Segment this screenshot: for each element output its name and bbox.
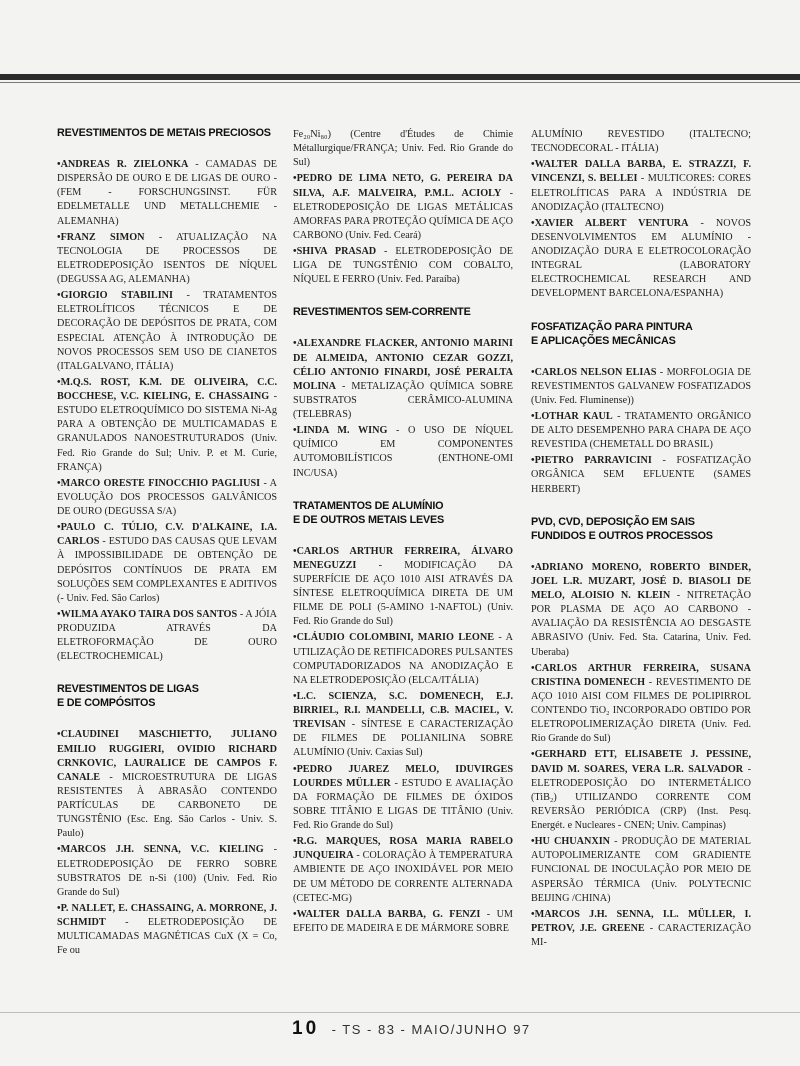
entry-description: - UM EFEITO DE MADEIRA E DE MÁRMORE SOBRE [293,908,513,934]
entry-description: - PRODUÇÃO DE MATERIAL AUTOPOLIMERIZANTE COM GRADIENTE FUNCIONAL DE INOCULAÇÃO POR MEIO DE ASPERSÃO TÉRMICA (Univ. POLYTECNIC BEIJING /CHINA) [531,836,752,904]
entry-description: - MICROESTRUTURA DE LIGAS RESISTENTES À ABRASÃO CONTENDO PARTÍCULAS DE CARBONETO DE TUNGSTÊNIO (Esc. Eng. São Carlos - Univ. S. Paulo) [57,771,277,840]
entry: •SHIVA PRASAD - ELETRODEPOSIÇÃO DE LIGA DE TUNGSTÊNIO COM COBALTO, NÍQUEL E FERRO (Univ. Fed. Paraíba) [293,246,513,286]
entry-description: - A EVOLUÇÃO DOS PROCESSOS GALVÂNICOS DE OURO (DEGUSSA S/A) [57,477,277,518]
entry-authors: LOTHAR KAUL [534,410,613,422]
entry: •CARLOS ARTHUR FERREIRA, ÁLVARO MENEGUZZI - MODIFICAÇÃO DA SUPERFÍCIE DE AÇO 1010 AISI ATRAVÉS DA SÍNTESE ELETROQUÍMICA DIRETA DE UM FILME DE POLI (5-AMINO 1-NAFTOL) (Univ. Fed. Rio Grande do Sul) [293,545,513,628]
entry-description: - ELETRODEPOSIÇÃO DE LIGAS METÁLICAS AMORFAS PARA PROTEÇÃO QUÍMICA DE AÇO CARBONO (Univ. Fed. Ceará) [293,187,513,241]
continued-entry: ALUMÍNIO REVESTIDO (ITALTECNO; TECNODECORAL - ITÁLIA) [531,129,751,155]
entry: •CLAUDINEI MASCHIETTO, JULIANO EMILIO RUGGIERI, OVIDIO RICHARD CRNKOVIC, LAURALICE DE CAMPOS F. CANALE - MICROESTRUTURA DE LIGAS RESISTENTES À ABRASÃO CONTENDO PARTÍCULAS DE CARBONETO DE TUNGSTÊNIO (Esc. Eng. São Carlos - Univ. S. Paulo) [57,729,277,840]
entry-description: - TRATAMENTO ORGÂNICO DE ALTO DESEMPENHO PARA CHAPA DE AÇO REVESTIDA (CHEMETALL DO BRASIL) [531,410,751,451]
entry: •LINDA M. WING - O USO DE NÍQUEL QUÍMICO EM COMPONENTES AUTOMOBILÍSTICOS (ENTHONE-OMI INC/USA) [293,425,513,479]
entry: •FRANZ SIMON - ATUALIZAÇÃO NA TECNOLOGIA DE PROCESSOS DE ELETRODEPOSIÇÃO ISENTOS DE NÍQUEL (DEGUSSA AG, ALEMANHA) [57,231,277,286]
entry: •ALEXANDRE FLACKER, ANTONIO MARINI DE ALMEIDA, ANTONIO CEZAR GOZZI, CÉLIO ANTONIO FINARDI, JOSÉ PERALTA MOLINA - METALIZAÇÃO QUÍMICA SOBRE SUBSTRATOS CERÂMICO-ALUMINA (TELEBRAS) [293,338,513,421]
entry-authors: CLAUDINEI MASCHIETTO, JULIANO EMILIO RUGGIERI, OVIDIO RICHARD CRNKOVIC, LAURALICE DE CAMPOS F. CANALE [57,729,277,783]
entry-description: - CAMADAS DE DISPERSÃO DE OURO E DE LIGAS DE OURO - (FEM - FORSCHUNGSINST. FÜR EDELMETALLE UND METALLCHEMIE - ALEMANHA) [57,159,278,227]
section-heading: PVD, CVD, DEPOSIÇÃO EM SAIS FUNDIDOS E OUTROS PROCESSOS [531,515,713,542]
entry: •HU CHUANXIN - PRODUÇÃO DE MATERIAL AUTOPOLIMERIZANTE COM GRADIENTE FUNCIONAL DE INOCULAÇÃO POR MEIO DE ASPERSÃO TÉRMICA (Univ. POLYTECNIC BEIJING /CHINA) [531,836,752,904]
continued-entry: Fe₂₀Ni₈₀) (Centre d'Études de Chimie Métallurgique/FRANÇA; Univ. Fed. Rio Grande do Sul) [293,129,513,169]
entry: •LOTHAR KAUL - TRATAMENTO ORGÂNICO DE ALTO DESEMPENHO PARA CHAPA DE AÇO REVESTIDA (CHEMETALL DO BRASIL) [531,410,751,451]
entry-description: - A UTILIZAÇÃO DE RETIFICADORES PULSANTES COMPUTADORIZADOS NA ANODIZAÇÃO E NA ELETRODEPOSIÇÃO (ELCA/ITÁLIA) [293,632,513,686]
entry: •ANDREAS R. ZIELONKA - CAMADAS DE DISPERSÃO DE OURO E DE LIGAS DE OURO - (FEM - FORSCHUNGSINST. FÜR EDELMETALLE UND METALLCHEMIE - ALEMANHA) [57,159,278,227]
entry: •PEDRO DE LIMA NETO, G. PEREIRA DA SILVA, A.F. MALVEIRA, P.M.L. ACIOLY - ELETRODEPOSIÇÃO DE LIGAS METÁLICAS AMORFAS PARA PROTEÇÃO QUÍMICA DE AÇO CARBONO (Univ. Fed. Ceará) [293,173,513,241]
top-rule [0,74,800,80]
entry-authors: ALEXANDRE FLACKER, ANTONIO MARINI DE ALMEIDA, ANTONIO CEZAR GOZZI, CÉLIO ANTONIO FINARDI, JOSÉ PERALTA MOLINA [293,338,513,392]
entry-description: - ESTUDO E AVALIAÇÃO DA FORMAÇÃO DE FILMES DE ÓXIDOS SOBRE TITÂNIO E LIGAS DE TITÂNIO (Univ. Fed. Rio Grande do Sul) [293,777,513,832]
top-rule-thin [0,82,800,83]
entry: •M.Q.S. ROST, K.M. DE OLIVEIRA, C.C. BOCCHESE, V.C. KIELING, E. CHASSAING - ESTUDO ELETROQUÍMICO DO SISTEMA Ni-Ag PARA A OBTENÇÃO DE MULTICAMADAS E GRANULADOS NANOESTRUTURADOS (Univ. Fed. Rio Grande do Sul; Univ. P. et M. Curie, FRANÇA) [57,376,277,473]
entry: •WALTER DALLA BARBA, G. FENZI - UM EFEITO DE MADEIRA E DE MÁRMORE SOBRE [293,908,513,934]
entry-description: - ELETRODEPOSIÇÃO DE FERRO SOBRE SUBSTRATOS DE n-Si (100) (Univ. Fed. Rio Grande do Sul) [57,844,277,898]
entry-authors: WILMA AYAKO TAIRA DOS SANTOS [60,608,238,620]
entry-authors: CLÁUDIO COLOMBINI, MARIO LEONE [296,632,495,644]
entry-authors: PAULO C. TÚLIO, C.V. D'ALKAINE, I.A. CARLOS [57,522,277,548]
entry-authors: MARCOS J.H. SENNA, V.C. KIELING [60,844,264,856]
entry-description: - CARACTERIZAÇÃO MI- [531,922,751,948]
section-heading: TRATAMENTOS DE ALUMÍNIO E DE OUTROS METAIS LEVES [293,499,444,526]
entry-description: - NOVOS DESENVOLVIMENTOS EM ALUMÍNIO - ANODIZAÇÃO DURA E ELETROCOLORAÇÃO INTEGRAL (LABORATORY ELECTROCHEMICAL RESEARCH AND DEVELOPMENT BARCELONA/ESPANHA) [531,217,751,300]
entry-description: - A JÓIA PRODUZIDA ATRAVÉS DA ELETROFORMAÇÃO DE OURO (ELECTROCHEMICAL) [57,608,277,663]
entry-description: - COLORAÇÃO À TEMPERATURA AMBIENTE DE AÇO INOXIDÁVEL POR MEIO DE UM MÉTODO DE CORRENTE ALTERNADA (CETEC-MG) [293,850,513,904]
entry-description: - TRATAMENTOS ELETROLÍTICOS TÉCNICOS E DE DECORAÇÃO DE DEPÓSITOS DE PRATA, COM ESPECIAL ATENÇÃO À INTRODUÇÃO DE NOVOS PROCESSOS SEM USO DE CIANETOS (ITALGALVANO, ITÁLIA) [57,290,277,372]
entry: •ADRIANO MORENO, ROBERTO BINDER, JOEL L.R. MUZART, JOSÉ D. BIASOLI DE MELO, ALOISIO N. KLEIN - NITRETAÇÃO POR PLASMA DE AÇO AO CARBONO - AVALIAÇÃO DA RESISTÊNCIA AO DESGASTE ABRASIVO (Univ. Fed. Sta. Catarina, Univ. Fed. Uberaba) [531,561,751,658]
entry-authors: R.G. MARQUES, ROSA MARIA RABELO JUNQUEIRA [293,836,513,862]
entry-authors: GERHARD ETT, ELISABETE J. PESSINE, DAVID M. SOARES, VERA L.R. SALVADOR [531,749,751,775]
entry: •WILMA AYAKO TAIRA DOS SANTOS - A JÓIA PRODUZIDA ATRAVÉS DA ELETROFORMAÇÃO DE OURO (ELECTROCHEMICAL) [57,608,277,663]
entry-authors: CARLOS ARTHUR FERREIRA, SUSANA CRISTINA DOMENECH [531,662,751,688]
entry-description: - ELETRODEPOSIÇÃO DE MULTICAMADAS MAGNÉTICAS CuX (X = Co, Fe ou [57,917,277,957]
entry-description: - MORFOLOGIA DE REVESTIMENTOS GALVANEW FOSFATIZADOS (Univ. Fed. Fluminense)) [531,366,751,406]
entry: •WALTER DALLA BARBA, E. STRAZZI, F. VINCENZI, S. BELLEI - MULTICORES: CORES ELETROLÍTICAS PARA A INDÚSTRIA DE ANODIZAÇÃO (ITALTECNO) [531,159,751,213]
entry: •GIORGIO STABILINI - TRATAMENTOS ELETROLÍTICOS TÉCNICOS E DE DECORAÇÃO DE DEPÓSITOS DE PRATA, COM ESPECIAL ATENÇÃO À INTRODUÇÃO DE NOVOS PROCESSOS SEM USO DE CIANETOS (ITALGALVANO, ITÁLIA) [57,290,277,372]
entry-description: - MODIFICAÇÃO DA SUPERFÍCIE DE AÇO 1010 AISI ATRAVÉS DA SÍNTESE ELETROQUÍMICA DIRETA DE UM FILME DE POLI (5-AMINO 1-NAFTOL) (Univ. Fed. Rio Grande do Sul) [293,559,513,628]
entry-description: - REVESTIMENTO DE AÇO 1010 AISI COM FILMES DE POLIPIRROL CONTENDO TiO₂ INCORPORADO OBTIDO POR ELETROPOLIMERIZAÇÃO DIRETA (Univ. Fed. Rio Grande do Sul) [531,676,751,745]
entry-authors: CARLOS ARTHUR FERREIRA, ÁLVARO MENEGUZZI [293,545,513,571]
entry-description: - METALIZAÇÃO QUÍMICA SOBRE SUBSTRATOS CERÂMICO-ALUMINA (TELEBRAS) [293,380,513,421]
entry-authors: HU CHUANXIN [534,836,611,848]
entry-description: - O USO DE NÍQUEL QUÍMICO EM COMPONENTES AUTOMOBILÍSTICOS (ENTHONE-OMI INC/USA) [293,425,513,479]
entry-authors: SHIVA PRASAD [296,246,377,257]
entry-description: - ELETRODEPOSIÇÃO DE LIGA DE TUNGSTÊNIO COM COBALTO, NÍQUEL E FERRO (Univ. Fed. Paraíba) [293,246,513,286]
page-footer [0,1012,800,1043]
entry-authors: PEDRO JUAREZ MELO, IDUVIRGES LOURDES MÜLLER [293,763,513,789]
entry: •P. NALLET, E. CHASSAING, A. MORRONE, J. SCHMIDT - ELETRODEPOSIÇÃO DE MULTICAMADAS MAGNÉTICAS CuX (X = Co, Fe ou [57,902,277,957]
entry-description: - MULTICORES: CORES ELETROLÍTICAS PARA A INDÚSTRIA DE ANODIZAÇÃO (ITALTECNO) [531,173,751,213]
entry-authors: PIETRO PARRAVICINI [534,455,652,467]
entry: •PEDRO JUAREZ MELO, IDUVIRGES LOURDES MÜLLER - ESTUDO E AVALIAÇÃO DA FORMAÇÃO DE FILMES DE ÓXIDOS SOBRE TITÂNIO E LIGAS DE TITÂNIO (Univ. Fed. Rio Grande do Sul) [293,763,513,832]
entry: •MARCOS J.H. SENNA, V.C. KIELING - ELETRODEPOSIÇÃO DE FERRO SOBRE SUBSTRATOS DE n-Si (100) (Univ. Fed. Rio Grande do Sul) [57,844,277,898]
entry: •MARCOS J.H. SENNA, I.L. MÜLLER, I. PETROV, J.E. GREENE - CARACTERIZAÇÃO MI- [531,908,751,948]
entry-description: - NITRETAÇÃO POR PLASMA DE AÇO AO CARBONO - AVALIAÇÃO DA RESISTÊNCIA AO DESGASTE ABRASIVO (Univ. Fed. Sta. Catarina, Univ. Fed. Uberaba) [531,590,751,658]
entry-authors: MARCO ORESTE FINOCCHIO PAGLIUSI [60,477,261,489]
entry-authors: L.C. SCIENZA, S.C. DOMENECH, E.J. BIRRIEL, R.I. MANDELLI, C.B. MACIEL, V. TREVISAN [293,690,513,731]
entry-authors: P. NALLET, E. CHASSAING, A. MORRONE, J. SCHMIDT [57,902,277,929]
entry: •PIETRO PARRAVICINI - FOSFATIZAÇÃO ORGÂNICA SEM EFLUENTE (SAMES HERBERT) [531,455,751,495]
entry-authors: FRANZ SIMON [60,231,145,243]
entry-authors: M.Q.S. ROST, K.M. DE OLIVEIRA, C.C. BOCCHESE, V.C. KIELING, E. CHASSAING [57,376,277,403]
column-1 [57,126,277,960]
entry: •CARLOS NELSON ELIAS - MORFOLOGIA DE REVESTIMENTOS GALVANEW FOSFATIZADOS (Univ. Fed. Fluminense)) [531,366,751,406]
entry: •R.G. MARQUES, ROSA MARIA RABELO JUNQUEIRA - COLORAÇÃO À TEMPERATURA AMBIENTE DE AÇO INOXIDÁVEL POR MEIO DE UM MÉTODO DE CORRENTE ALTERNADA (CETEC-MG) [293,836,513,904]
entry-authors: WALTER DALLA BARBA, E. STRAZZI, F. VINCENZI, S. BELLEI [531,159,751,185]
entry-authors: LINDA M. WING [296,425,388,437]
entry-authors: MARCOS J.H. SENNA, I.L. MÜLLER, I. PETROV, J.E. GREENE [531,908,751,934]
entry-authors: PEDRO DE LIMA NETO, G. PEREIRA DA SILVA, A.F. MALVEIRA, P.M.L. ACIOLY [293,173,513,199]
entry-description: - SÍNTESE E CARACTERIZAÇÃO DE FILMES DE POLIANILINA SOBRE ALUMÍNIO (Univ. Caxias Sul) [293,719,513,759]
entry-description: - ESTUDO ELETROQUÍMICO DO SISTEMA Ni-Ag PARA A OBTENÇÃO DE MULTICAMADAS E GRANULADOS NANOESTRUTURADOS (Univ. Fed. Rio Grande do Sul; Univ. P. et M. Curie, FRANÇA) [57,391,277,473]
entry-description: - FOSFATIZAÇÃO ORGÂNICA SEM EFLUENTE (SAMES HERBERT) [531,455,751,495]
entry: •CARLOS ARTHUR FERREIRA, SUSANA CRISTINA DOMENECH - REVESTIMENTO DE AÇO 1010 AISI COM FILMES DE POLIPIRROL CONTENDO TiO₂ INCORPORADO OBTIDO POR ELETROPOLIMERIZAÇÃO DIRETA (Univ. Fed. Rio Grande do Sul) [531,662,751,745]
entry: •PAULO C. TÚLIO, C.V. D'ALKAINE, I.A. CARLOS - ESTUDO DAS CAUSAS QUE LEVAM À IMPOSSIBILIDADE DE OBTENÇÃO DE DEPÓSITOS CONTÍNUOS DE PRATA EM SOLUÇÕES SEM COMPLEXANTES E ADITIVOS (- Univ. Fed. São Carlos) [57,522,277,604]
page-number: 10 [292,1018,320,1039]
entry: •CLÁUDIO COLOMBINI, MARIO LEONE - A UTILIZAÇÃO DE RETIFICADORES PULSANTES COMPUTADORIZADOS NA ANODIZAÇÃO E NA ELETRODEPOSIÇÃO (ELCA/ITÁLIA) [293,632,513,686]
entry: •L.C. SCIENZA, S.C. DOMENECH, E.J. BIRRIEL, R.I. MANDELLI, C.B. MACIEL, V. TREVISAN - SÍNTESE E CARACTERIZAÇÃO DE FILMES DE POLIANILINA SOBRE ALUMÍNIO (Univ. Caxias Sul) [293,690,513,759]
column-3 [531,128,751,952]
section-heading: REVESTIMENTOS DE METAIS PRECIOSOS [57,127,271,139]
entry-description: - ELETRODEPOSIÇÃO DO INTERMETÁLICO (TiB₂) UTILIZANDO CORRENTE COM REVERSÃO PERIÓDICA (CRP) (Inst. Pesq. Energét. e Nucleares - CNEN; Univ. Campinas) [531,763,751,831]
column-2 [293,128,513,938]
entry-authors: WALTER DALLA BARBA, G. FENZI [296,908,481,920]
entry: •MARCO ORESTE FINOCCHIO PAGLIUSI - A EVOLUÇÃO DOS PROCESSOS GALVÂNICOS DE OURO (DEGUSSA S/A) [57,477,277,518]
issue-info: - TS - 83 - MAIO/JUNHO 97 [331,1022,531,1037]
entry-authors: ADRIANO MORENO, ROBERTO BINDER, JOEL L.R. MUZART, JOSÉ D. BIASOLI DE MELO, ALOISIO N. KLEIN [531,561,751,601]
section-heading: REVESTIMENTOS DE LIGAS E DE COMPÓSITOS [57,683,199,710]
entry-authors: ANDREAS R. ZIELONKA [60,159,189,171]
entry-authors: CARLOS NELSON ELIAS [534,366,657,378]
entry-authors: XAVIER ALBERT VENTURA [534,217,689,229]
entry-description: - ESTUDO DAS CAUSAS QUE LEVAM À IMPOSSIBILIDADE DE OBTENÇÃO DE DEPÓSITOS CONTÍNUOS DE PRATA EM SOLUÇÕES SEM COMPLEXANTES E ADITIVOS (- Univ. Fed. São Carlos) [57,536,277,604]
section-heading: FOSFATIZAÇÃO PARA PINTURA E APLICAÇÕES MECÂNICAS [531,320,693,347]
entry-authors: GIORGIO STABILINI [60,290,173,302]
entry: •XAVIER ALBERT VENTURA - NOVOS DESENVOLVIMENTOS EM ALUMÍNIO - ANODIZAÇÃO DURA E ELETROCOLORAÇÃO INTEGRAL (LABORATORY ELECTROCHEMICAL RESEARCH AND DEVELOPMENT BARCELONA/ESPANHA) [531,217,751,300]
entry: •GERHARD ETT, ELISABETE J. PESSINE, DAVID M. SOARES, VERA L.R. SALVADOR - ELETRODEPOSIÇÃO DO INTERMETÁLICO (TiB₂) UTILIZANDO CORRENTE COM REVERSÃO PERIÓDICA (CRP) (Inst. Pesq. Energét. e Nucleares - CNEN; Univ. Campinas) [531,749,751,831]
entry-description: - ATUALIZAÇÃO NA TECNOLOGIA DE PROCESSOS DE ELETRODEPOSIÇÃO ISENTOS DE NÍQUEL (DEGUSSA AG, ALEMANHA) [57,231,277,286]
section-heading: REVESTIMENTOS SEM-CORRENTE [293,306,471,319]
